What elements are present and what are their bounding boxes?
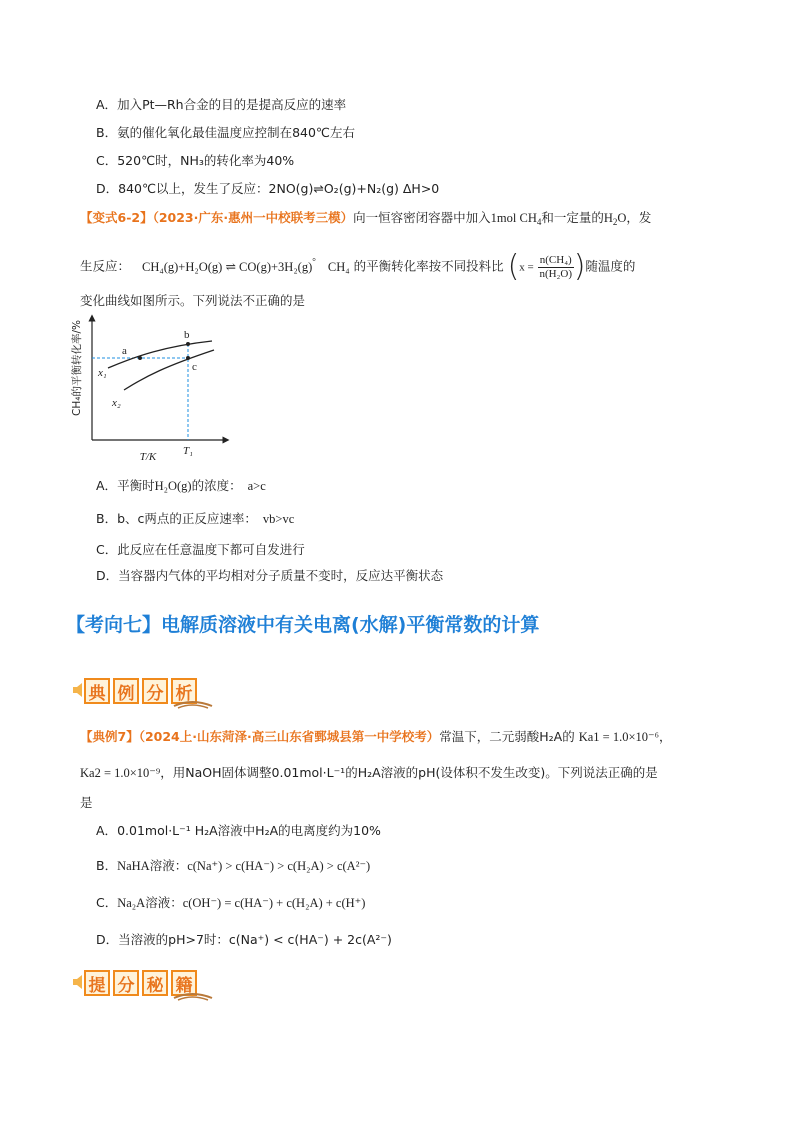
variant-tag: 【变式6-2】 (80, 210, 153, 225)
banner2-char-2: 分 (113, 970, 139, 996)
point-c-label: c (192, 361, 197, 373)
x-tick-t1: T₁ (183, 445, 193, 457)
example-option-c: C．Na₂A溶液：c(OH⁻) = c(HA⁻) + c(H₂A) + c(H⁺) (96, 895, 366, 910)
prev-option-b: B．氨的催化氧化最佳温度应控制在840℃左右 (96, 125, 355, 140)
banner2-char-3: 秘 (142, 970, 168, 996)
speaker-icon (72, 973, 84, 991)
point-a-label: a (122, 345, 127, 357)
banner1-char-1: 典 (84, 678, 110, 704)
variant-option-d: D．当容器内气体的平均相对分子质量不变时，反应达平衡状态 (96, 568, 444, 583)
variant-option-b: B．b、c两点的正反应速率： vb>vc (96, 511, 295, 526)
example-option-d: D．当溶液的pH>7时：c(Na⁺) < c(HA⁻) + 2c(A²⁻) (96, 932, 392, 947)
banner2-char-4: 籍 (171, 970, 197, 996)
banner1-char-2: 例 (113, 678, 139, 704)
book-decoration-icon (172, 988, 214, 1002)
prev-option-d: D．840℃以上，发生了反应：2NO(g)⇌O₂(g)+N₂(g) ΔH>0 (96, 181, 440, 196)
point-b-marker (186, 342, 190, 346)
example-tag: 【典例7】 (80, 729, 139, 744)
example-option-a: A．0.01mol·L⁻¹ H₂A溶液中H₂A的电离度约为10% (96, 823, 381, 838)
prev-option-c: C．520℃时，NH₃的转化率为40% (96, 153, 295, 168)
x-axis-label: T/K (139, 451, 157, 463)
book-decoration-icon (172, 696, 214, 710)
banner1-char-4: 析 (171, 678, 197, 704)
variant-stem-line1: 【变式6-2】（2023·广东·惠州一中校联考三模）向一恒容密闭容器中加入1mol $CH_4$和一定量的$H_2O$，发 (80, 210, 652, 227)
speaker-icon (72, 681, 84, 699)
series-label-x1: x₁ (98, 367, 107, 379)
section-heading: 【考向七】电解质溶液中有关电离(水解)平衡常数的计算 (66, 614, 540, 636)
series-label-x2: x₂ (112, 397, 121, 409)
example-stem-line1: 【典例7】（2024上·山东菏泽·高三山东省鄄城县第一中学校考）常温下，二元弱酸H₂A的 Ka1 = 1.0×10⁻⁶， (80, 729, 672, 744)
series-x2-curve (124, 350, 214, 390)
feed-ratio-fraction: $\frac{\text{n(CH₄)}}{\text{n(H₂O)}}$ (539, 253, 572, 280)
example-source: （2024上·山东菏泽·高三山东省鄄城县第一中学校考） (138, 729, 440, 744)
prev-option-a: A．加入Pt—Rh合金的目的是提高反应的速率 (96, 97, 347, 112)
banner2-char-1: 提 (84, 970, 110, 996)
example-stem-line2: Ka2 = 1.0×10⁻⁹，用NaOH固体调整0.01mol·L⁻¹的H₂A溶液的pH(设体积不发生改变)。下列说法正确的是 (80, 765, 658, 780)
y-axis-label: CH₄的平衡转化率/% (71, 320, 83, 416)
variant-stem-line3: 变化曲线如图所示。下列说法不正确的是 (80, 293, 306, 308)
conversion-chart (66, 312, 236, 472)
point-b-label: b (184, 329, 190, 341)
banner1-char-3: 分 (142, 678, 168, 704)
variant-option-a: A．平衡时H₂O(g)的浓度： a>c (96, 478, 266, 493)
point-a-marker (138, 356, 142, 360)
example-stem-line3: 是 (80, 795, 93, 810)
point-c-marker (186, 356, 190, 360)
example-option-b: B．NaHA溶液：c(Na⁺) > c(HA⁻) > c(H₂A) > c(A²⁻) (96, 858, 371, 873)
variant-option-c: C．此反应在任意温度下都可自发进行 (96, 542, 305, 557)
variant-source: （2023·广东·惠州一中校联考三模） (152, 210, 354, 225)
reaction-equation: CH₄(g)+H₂O(g) ⇌ CO(g)+3H₂(g) (142, 259, 313, 274)
variant-stem-line2: 生反应： CH₄(g)+H₂O(g) ⇌ CO(g)+3H₂(g)° CH₄ 的平衡转化率按不同投料比 (x = $\frac{\text{n(CH₄)}}{\text{n(H₂O)}}$ )随温度的 (80, 249, 636, 284)
